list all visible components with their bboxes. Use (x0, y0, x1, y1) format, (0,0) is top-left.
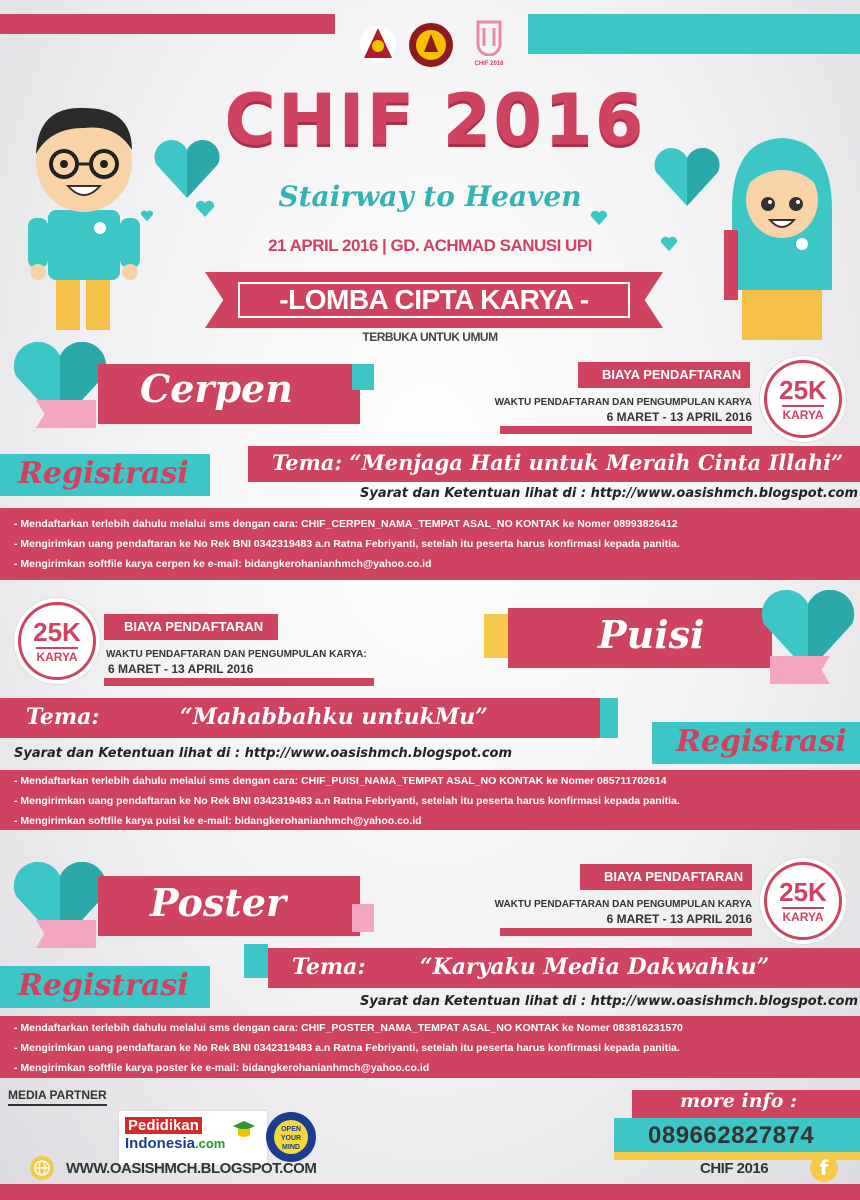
boy-character-illustration (20, 100, 150, 345)
puisi-fee-badge (18, 602, 96, 680)
heart-icon (152, 140, 222, 200)
fee-unit: KARYA (36, 647, 77, 664)
poster-period: 6 MARET - 13 APRIL 2016 (606, 912, 752, 926)
partner1-name-b: Indonesia (125, 1135, 196, 1152)
heart-icon (660, 236, 678, 252)
partner2-name: OPEN YOUR MIND (274, 1120, 308, 1154)
rule-item: - Mendaftarkan terlebih dahulu melalui sms dengan cara: CHIF_CERPEN_NAMA_TEMPAT ASAL_NO KONTAK ke Nomer 08993826412 (14, 518, 678, 530)
website-link[interactable]: WWW.OASISHMCH.BLOGSPOT.COM (66, 1160, 317, 1177)
rule-item: - Mendaftarkan terlebih dahulu melalui sms dengan cara: CHIF_POSTER_NAMA_TEMPAT ASAL_NO KONTAK ke Nomer 083816231570 (14, 1022, 683, 1034)
rule-item: - Mendaftarkan terlebih dahulu melalui sms dengan cara: CHIF_PUISI_NAMA_TEMPAT ASAL_NO KONTAK ke Nomer 085711702614 (14, 775, 667, 787)
heart-icon (652, 148, 722, 208)
poster-fee-badge (764, 862, 842, 940)
top-left-bar (0, 14, 335, 34)
cerpen-fee-label: BIAYA PENDAFTARAN (602, 367, 742, 382)
poster-registrasi-label[interactable]: Registrasi (18, 968, 189, 1003)
ribbon-tail (770, 656, 830, 684)
rule-item: - Mengirimkan softfile karya puisi ke e-mail: bidangkerohanianhmch@yahoo.co.id (14, 815, 422, 827)
page-title: CHIF 2016 (224, 79, 646, 161)
cerpen-banner-accent (352, 364, 374, 390)
phone-number[interactable]: 089662827874 (648, 1122, 815, 1149)
cerpen-registrasi-label[interactable]: Registrasi (18, 456, 189, 491)
puisi-fee-label: BIAYA PENDAFTARAN (124, 619, 264, 634)
footer-brand: CHIF 2016 (700, 1160, 769, 1177)
more-info-label: more info : (680, 1090, 797, 1112)
puisi-tema-accent (600, 698, 618, 738)
poster-syarat: Syarat dan Ketentuan lihat di : http://www.oasishmch.blogspot.com (360, 994, 859, 1009)
footer-bar (0, 1184, 860, 1200)
rule-item: - Mengirimkan uang pendaftaran ke No Rek BNI 0342319483 a.n Ratna Febriyanti, setelah itu peserta harus konfirmasi kepada panitia. (14, 795, 680, 807)
poster-title: Poster (150, 880, 287, 925)
cerpen-title: Cerpen (140, 366, 293, 411)
open-to-public: TERBUKA UNTUK UMUM (362, 330, 498, 344)
puisi-tema-value: “Mahabbahku untukMu” (180, 704, 488, 730)
rule-item: - Mengirimkan uang pendaftaran ke No Rek BNI 0342319483 a.n Ratna Febriyanti, setelah itu peserta harus konfirmasi kepada panitia. (14, 538, 680, 550)
event-date-place: 21 APRIL 2016 | GD. ACHMAD SANUSI UPI (268, 236, 592, 255)
rule-item: - Mengirimkan softfile karya poster ke e-mail: bidangkerohanianhmch@yahoo.co.id (14, 1062, 430, 1074)
graduation-cap-icon (231, 1117, 257, 1148)
competition-title: -LOMBA CIPTA KARYA - (279, 284, 589, 315)
ribbon-tail (36, 920, 96, 948)
cerpen-fee-underline (500, 426, 752, 434)
fee-unit: KARYA (782, 405, 823, 422)
logo-chif-caption: CHIF 2016 (474, 61, 504, 67)
partner1-name-c: .com (195, 1136, 226, 1151)
poster-tema-value: “Karyaku Media Dakwahku” (420, 954, 770, 980)
heart-icon (195, 200, 215, 218)
cerpen-rules (0, 508, 860, 580)
poster-tema-accent (244, 944, 268, 978)
partner-pendidikan-logo (118, 1110, 268, 1166)
cerpen-syarat: Syarat dan Ketentuan lihat di : http://www.oasishmch.blogspot.com (360, 486, 859, 501)
rule-item: - Mengirimkan softfile karya cerpen ke e-mail: bidangkerohanianhmch@yahoo.co.id (14, 558, 432, 570)
fee-value: 25K (779, 374, 827, 405)
media-partner-label: MEDIA PARTNER (8, 1088, 107, 1106)
fee-value: 25K (33, 616, 81, 647)
poster-rules (0, 1016, 860, 1078)
poster-banner-accent (352, 904, 374, 932)
partner-openmind-logo (266, 1112, 316, 1162)
partner1-name-a: Pedidikan (125, 1117, 202, 1134)
cerpen-fee-badge (764, 360, 842, 438)
puisi-period-label: WAKTU PENDAFTARAN DAN PENGUMPULAN KARYA: (106, 649, 367, 660)
poster-fee-label: BIAYA PENDAFTARAN (604, 869, 744, 884)
cerpen-period: 6 MARET - 13 APRIL 2016 (606, 410, 752, 424)
puisi-rules (0, 770, 860, 830)
puisi-fee-underline (104, 678, 374, 686)
poster-fee-underline (500, 928, 752, 936)
logo-upi (358, 24, 398, 64)
puisi-title: Puisi (598, 612, 705, 657)
cerpen-tema: Tema: “Menjaga Hati untuk Meraih Cinta Illahi” (272, 450, 844, 475)
rule-item: - Mengirimkan uang pendaftaran ke No Rek BNI 0342319483 a.n Ratna Febriyanti, setelah itu peserta harus konfirmasi kepada panitia. (14, 1042, 680, 1054)
cerpen-period-label: WAKTU PENDAFTARAN DAN PENGUMPULAN KARYA (494, 397, 752, 408)
puisi-period: 6 MARET - 13 APRIL 2016 (108, 662, 254, 676)
poster-period-label: WAKTU PENDAFTARAN DAN PENGUMPULAN KARYA (494, 899, 752, 910)
poster-tema-label: Tema: (292, 954, 366, 980)
girl-character-illustration (722, 120, 842, 355)
logo-hmch (408, 22, 454, 68)
logo-chif (468, 18, 510, 72)
ribbon-tail (36, 400, 96, 428)
puisi-registrasi-label[interactable]: Registrasi (676, 724, 847, 759)
globe-icon[interactable] (30, 1156, 54, 1180)
puisi-tema-label: Tema: (26, 704, 100, 730)
fee-unit: KARYA (782, 907, 823, 924)
top-right-bar (528, 14, 860, 54)
fee-value: 25K (779, 876, 827, 907)
puisi-syarat: Syarat dan Ketentuan lihat di : http://www.oasishmch.blogspot.com (14, 746, 513, 761)
puisi-banner-accent (484, 614, 508, 658)
heart-icon (590, 210, 608, 226)
tagline: Stairway to Heaven (278, 180, 582, 213)
facebook-icon[interactable]: f (810, 1154, 838, 1182)
